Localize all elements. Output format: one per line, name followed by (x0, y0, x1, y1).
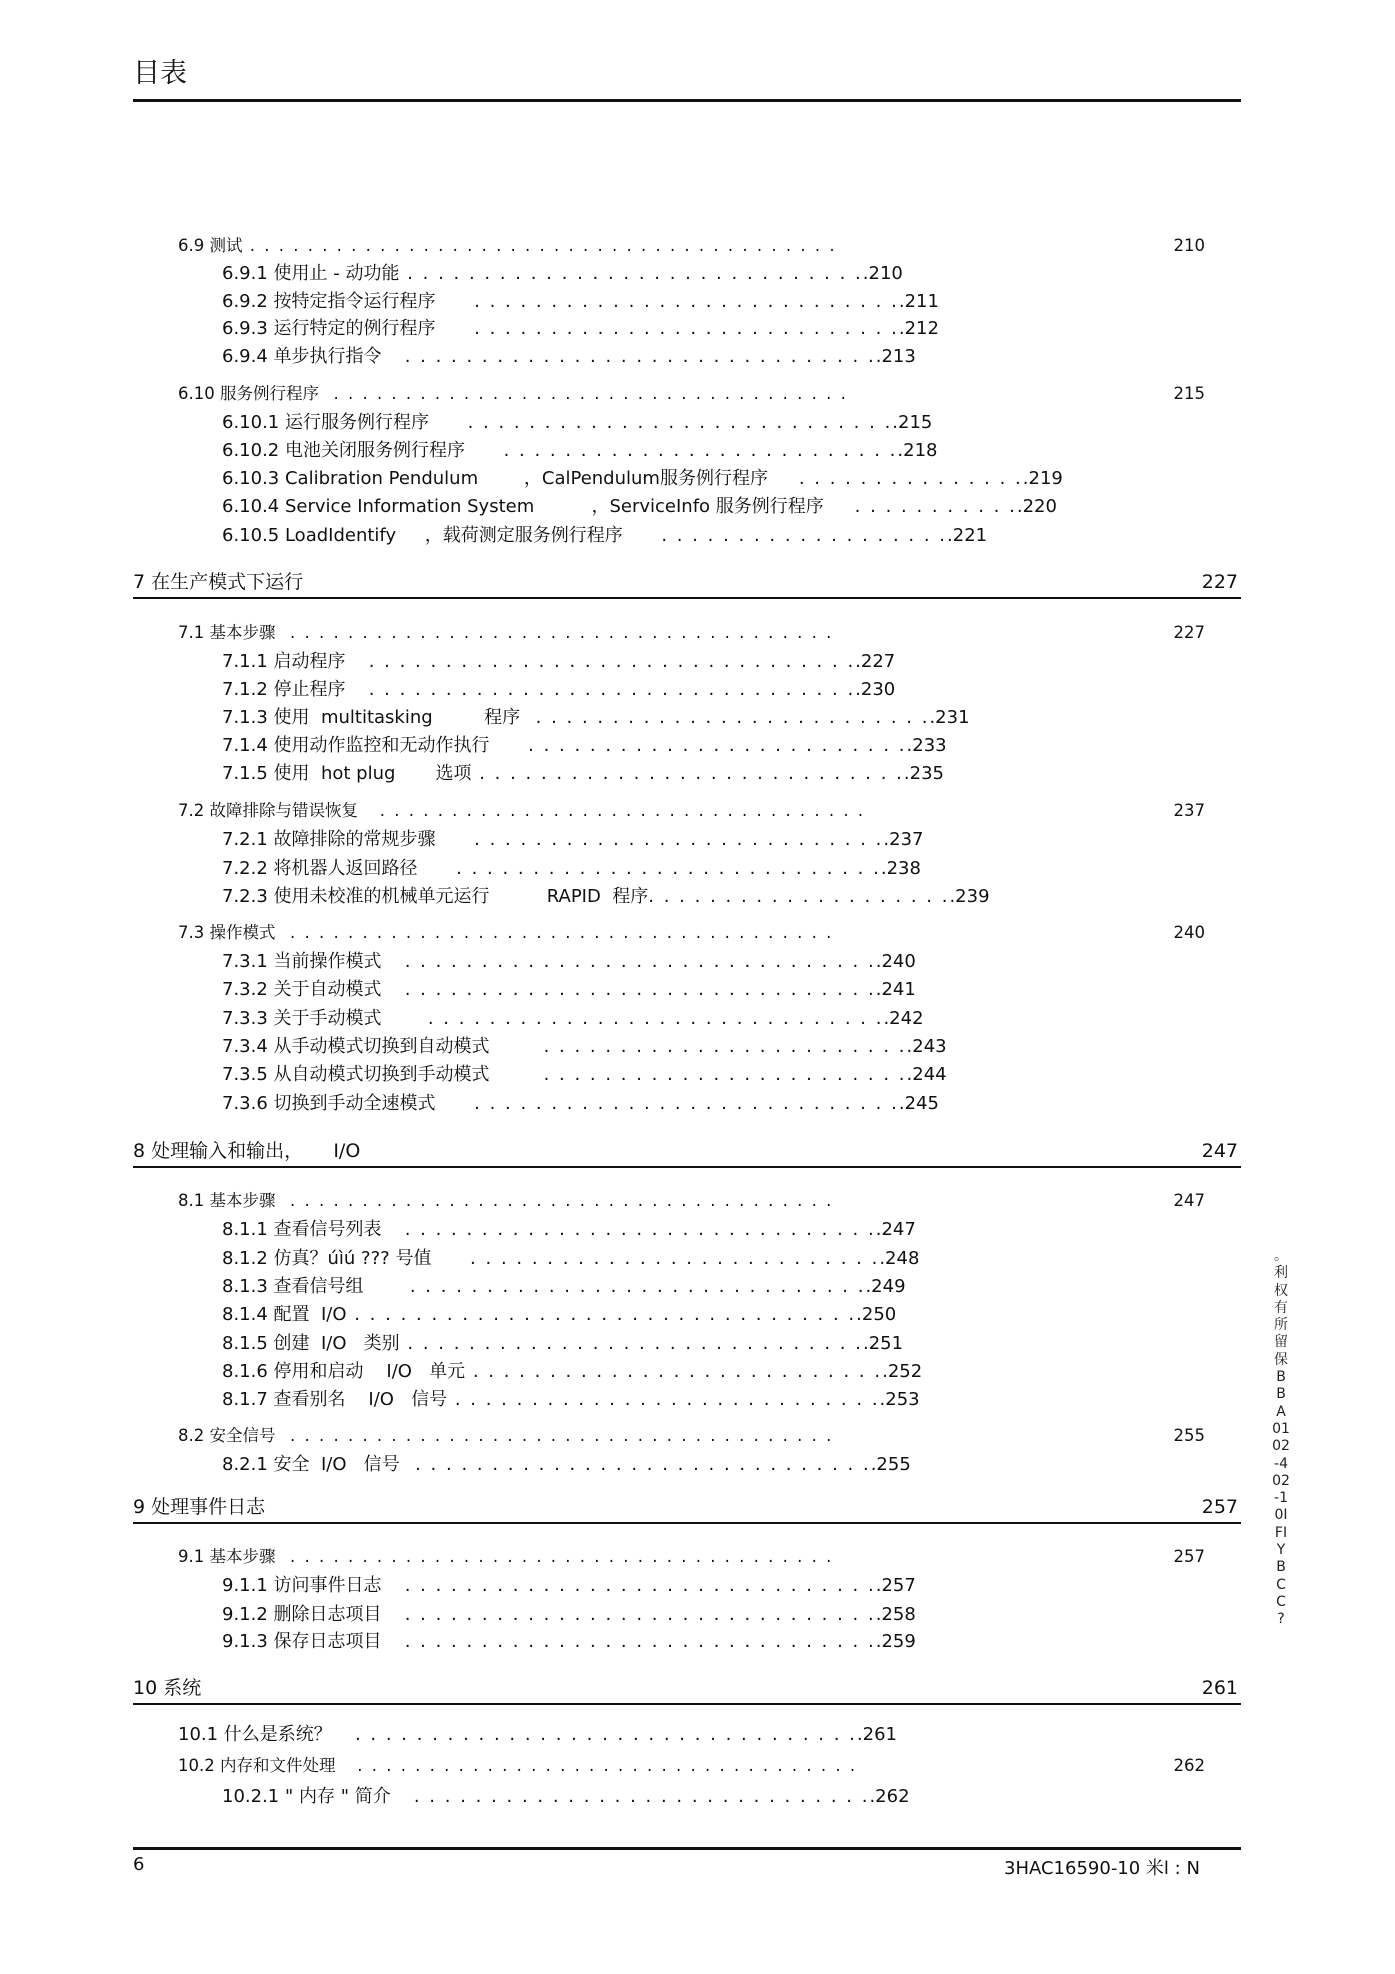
toc-entry[interactable] (222, 703, 970, 729)
toc-page-number: 227 (1173, 623, 1205, 642)
toc-label: 8.1.4 配置 I/O (222, 1304, 347, 1325)
toc-label: 7.3.2 关于自动模式 (222, 979, 382, 1000)
toc-entry[interactable] (222, 854, 921, 880)
toc-entry[interactable] (222, 825, 923, 851)
toc-entry[interactable] (222, 647, 895, 673)
toc-page-number: .238 (880, 858, 921, 879)
toc-section[interactable] (178, 380, 1205, 404)
toc-label: 6.10.1 运行服务例行程序 (222, 412, 429, 433)
toc-page-number: .259 (875, 1631, 916, 1652)
toc-label: 8.1.3 查看信号组 (222, 1276, 364, 1297)
toc-section[interactable] (178, 1752, 1205, 1776)
toc-page-number: .237 (883, 829, 924, 850)
page-title: 目表 (133, 58, 187, 89)
toc-leader-dots: . . . . . . . . . . . . . . . . . . . . . . . . . . . . . . (390, 1786, 870, 1807)
toc-leader-dots: . . . . . . . . . . . . . . . . . . . . . . . . . . . . (447, 1389, 880, 1410)
toc-leader-dots: . . . . . . . . . . . . . . . . . . . . . . . . . . . . . . (399, 263, 863, 284)
toc-page-number: .244 (906, 1064, 947, 1085)
toc-label: 6.10.5 LoadIdentify ，载荷测定服务例行程序 (222, 525, 623, 546)
toc-leader-dots: . . . . . . . . . . . . . . . . . . . . . . . . . . . . . . . (381, 951, 876, 972)
toc-label: 7.1.4 使用动作监控和无动作执行 (222, 735, 490, 756)
toc-label: 8.1.7 查看别名 I/O 信号 (222, 1389, 448, 1410)
toc-entry[interactable] (222, 1782, 910, 1808)
toc-entry[interactable] (222, 1300, 896, 1326)
toc-leader-dots: . . . . . . . . . . . . . . . . . . . . . . . . (489, 1036, 907, 1057)
toc-entry[interactable] (222, 1329, 903, 1355)
toc-label: 7.1.5 使用 hot plug 选项 (222, 763, 472, 784)
toc-page-number: .218 (897, 440, 938, 461)
footer-document-id: 3HAC16590-10 米l : N (1004, 1858, 1200, 1879)
toc-leader-dots: . . . . . . . . . . . . . . . . . . . . . . . . . . . (435, 829, 884, 850)
toc-label: 7.2.3 使用未校准的机械单元运行 RAPID 程序 (222, 886, 649, 907)
toc-section[interactable] (178, 797, 1205, 821)
toc-page-number: 227 (1201, 571, 1238, 593)
toc-label: 7.3 操作模式 (178, 923, 276, 942)
toc-page-number: .252 (882, 1361, 923, 1382)
toc-leader-dots: . . . . . . . . . . . . . . . . . . . . . . . . . . . . . . . . . . (358, 801, 866, 820)
toc-label: 7.2.1 故障排除的常规步骤 (222, 829, 436, 850)
toc-leader-dots: . . . . . . . . . . . . . . . . . . . . . . . . . . . . (471, 763, 904, 784)
toc-label: 9.1.1 访问事件日志 (222, 1575, 382, 1596)
toc-page-number: .257 (875, 1575, 916, 1596)
toc-entry[interactable] (222, 1089, 939, 1115)
toc-page-number: 240 (1173, 923, 1205, 942)
toc-page-number: .210 (862, 263, 903, 284)
toc-page-number: .211 (898, 291, 939, 312)
toc-leader-dots: . . . . . . . . . . . . . . . . . . . . . . . . . . . . . . . . . . . . (318, 384, 848, 403)
toc-page-number: .247 (875, 1219, 916, 1240)
toc-section[interactable] (178, 919, 1205, 943)
toc-label: 7 在生产模式下运行 (133, 571, 304, 593)
toc-leader-dots: . . . . . . . . . . . . . . . . . . . . . . . . . . . . . . (399, 1454, 871, 1475)
toc-section[interactable] (178, 1543, 1205, 1567)
toc-leader-dots: . . . . . . . . . . . . . . . . . . . . . . . . . . . . (435, 291, 899, 312)
toc-page-number: .240 (875, 951, 916, 972)
toc-entry[interactable] (222, 1215, 916, 1241)
toc-leader-dots: . . . . . . . . . . . . . . . . . . . . . . . . . . . . (417, 858, 881, 879)
toc-page-number: .261 (856, 1724, 897, 1745)
toc-page-number: 237 (1173, 801, 1205, 820)
toc-leader-dots: . . . . . . . . . . . . . . . (767, 468, 1023, 489)
toc-leader-dots: . . . . . . . . . . . . . . . . . . . (622, 525, 948, 546)
toc-entry[interactable] (222, 1571, 916, 1597)
toc-label: 7.3.3 关于手动模式 (222, 1008, 382, 1029)
toc-entry[interactable] (222, 731, 947, 757)
toc-label: 6.9.3 运行特定的例行程序 (222, 318, 436, 339)
toc-page-number: .241 (875, 979, 916, 1000)
toc-entry[interactable] (222, 1357, 922, 1383)
toc-entry[interactable] (178, 1720, 897, 1746)
toc-page-number: .219 (1022, 468, 1063, 489)
toc-label: 6.9 测试 (178, 236, 243, 255)
toc-entry[interactable] (222, 1627, 916, 1653)
toc-label: 8.2.1 安全 I/O 信号 (222, 1454, 400, 1475)
toc-label: 9.1 基本步骤 (178, 1547, 276, 1566)
footer-rule (133, 1847, 1241, 1850)
chapter-rule (133, 1703, 1241, 1705)
toc-section[interactable] (178, 619, 1205, 643)
toc-label: 8.2 安全信号 (178, 1426, 276, 1445)
toc-entry[interactable] (222, 464, 1063, 490)
chapter-rule (133, 597, 1241, 599)
toc-label: 8.1.5 创建 I/O 类别 (222, 1333, 400, 1354)
toc-label: 6.10.4 Service Information System ，ServiceInfo 服务例行程序 (222, 496, 824, 517)
toc-label: 6.10.2 电池关闭服务例行程序 (222, 440, 465, 461)
toc-page-number: 261 (1201, 1677, 1238, 1699)
toc-label: 7.1.2 停止程序 (222, 679, 346, 700)
toc-label: 8.1.2 仿真？úìú ??? 号值 (222, 1248, 432, 1269)
toc-section[interactable] (178, 1422, 1205, 1446)
toc-chapter[interactable] (133, 1136, 1238, 1163)
toc-leader-dots: . . . . . . . . . . . . . . . . . . . . (648, 886, 950, 907)
toc-label: 10.1 什么是系统？ (178, 1724, 332, 1745)
toc-leader-dots: . . . . . . . . . . . . . . . . . . . . . . . . . . . . . . . (381, 1631, 876, 1652)
toc-entry[interactable] (222, 1032, 947, 1058)
toc-page-number: .220 (1016, 496, 1057, 517)
toc-page-number: 247 (1173, 1191, 1205, 1210)
toc-page-number: .258 (875, 1604, 916, 1625)
toc-entry[interactable] (222, 1600, 916, 1626)
toc-page-number: .251 (862, 1333, 904, 1354)
toc-leader-dots: . . . . . . . . . . . . . . . . . . . . . . . . . . . . . . . . . (346, 1304, 857, 1325)
toc-leader-dots: . . . . . . . . . . . . . . . . . . . . . . . . (489, 1064, 907, 1085)
toc-leader-dots: . . . . . . . . . . . . . . . . . . . . . . . . . . . . (428, 412, 893, 433)
toc-label: 6.10.3 Calibration Pendulum ，CalPendulum服务例行程序 (222, 468, 768, 489)
toc-label: 8 处理输入和输出， I/O (133, 1140, 361, 1162)
toc-leader-dots: . . . . . . . . . . . . . . . . . . . . . . . . . . . . . . . . (345, 679, 856, 700)
toc-page-number: .221 (947, 525, 988, 546)
toc-leader-dots: . . . . . . . . . . . . . . . . . . . . . . . . . . . . . . . (381, 346, 876, 367)
toc-page-number: .230 (855, 679, 896, 700)
chapter-rule (133, 1166, 1241, 1168)
toc-leader-dots: . . . . . . . . . . . . . . . . . . . . . . . . . . . . . . (363, 1276, 866, 1297)
toc-label: 7.1.1 启动程序 (222, 651, 346, 672)
toc-chapter[interactable] (133, 1673, 1238, 1700)
toc-page-number: .255 (870, 1454, 911, 1475)
toc-page-number: .212 (898, 318, 939, 339)
toc-leader-dots: . . . . . . . . . . . . . . . . . . . . . . . . . . . . . . . . . . . . . . (275, 623, 834, 642)
toc-label: 9.1.3 保存日志项目 (222, 1631, 382, 1652)
toc-page-number: 257 (1173, 1547, 1205, 1566)
toc-leader-dots: . . . . . . . . . . . . . . . . . . . . . . . . . . . . (435, 1093, 899, 1114)
toc-leader-dots: . . . . . . . . . . . . . . . . . . . . . . . . . . . . . . . . . . . . . . . . . (242, 236, 837, 255)
toc-label: 9 处理事件日志 (133, 1496, 266, 1518)
toc-page-number: .215 (892, 412, 933, 433)
toc-leader-dots: . . . . . . . . . . . . . . . . . . . . . . . . . . . (465, 1361, 883, 1382)
toc-page-number: 210 (1173, 236, 1205, 255)
toc-entry[interactable] (222, 1004, 924, 1030)
toc-entry[interactable] (222, 408, 932, 434)
toc-label: 10 系统 (133, 1677, 202, 1699)
toc-label: 10.2 内存和文件处理 (178, 1756, 336, 1775)
toc-leader-dots: . . . . . . . . . . . . . . . . . . . . . . . . . . . . . . . . . . . . . . (275, 923, 834, 942)
toc-label: 8.1.1 查看信号列表 (222, 1219, 382, 1240)
toc-page-number: 247 (1201, 1140, 1238, 1162)
toc-entry[interactable] (222, 759, 944, 785)
toc-label: 7.3.1 当前操作模式 (222, 951, 382, 972)
toc-leader-dots: . . . . . . . . . . . . . . . . . . . . . . . . . . . . . . . . . . . (335, 1756, 858, 1775)
toc-label: 7.3.4 从手动模式切换到自动模式 (222, 1036, 490, 1057)
toc-label: 7.1.3 使用 multitasking 程序 (222, 707, 521, 728)
toc-leader-dots: . . . . . . . . . . . . . . . . . . . . . . . . . . . . . . . . . (331, 1724, 857, 1745)
toc-page-number: .248 (879, 1248, 920, 1269)
toc-entry[interactable] (222, 342, 916, 368)
toc-page-number: .231 (929, 707, 970, 728)
toc-section[interactable] (178, 1187, 1205, 1211)
toc-label: 6.10 服务例行程序 (178, 384, 319, 403)
toc-page-number: .242 (883, 1008, 924, 1029)
toc-chapter[interactable] (133, 567, 1238, 594)
toc-page-number: .245 (898, 1093, 939, 1114)
toc-entry[interactable] (222, 1385, 920, 1411)
toc-leader-dots: . . . . . . . . . . . . . . . . . . . . . . . . . . . . (435, 318, 899, 339)
toc-label: 8.1.6 停用和启动 I/O 单元 (222, 1361, 466, 1382)
toc-entry[interactable] (222, 1272, 906, 1298)
toc-label: 7.3.6 切换到手动全速模式 (222, 1093, 436, 1114)
toc-leader-dots: . . . . . . . . . . . . . . . . . . . . . . . . . . . . . . . . (345, 651, 856, 672)
toc-entry[interactable] (222, 947, 916, 973)
toc-label: 7.3.5 从自动模式切换到手动模式 (222, 1064, 490, 1085)
toc-leader-dots: . . . . . . . . . . . . . . . . . . . . . . . . . . . . . . . . . . . . . . (275, 1547, 834, 1566)
toc-page-number: .235 (903, 763, 944, 784)
toc-label: 7.1 基本步骤 (178, 623, 276, 642)
toc-leader-dots: . . . . . . . . . . . . . . . . . . . . . . . . . . . . . . . (381, 1219, 876, 1240)
toc-entry[interactable] (222, 675, 895, 701)
toc-entry[interactable] (222, 492, 1057, 518)
toc-entry[interactable] (222, 1060, 947, 1086)
toc-leader-dots: . . . . . . . . . . . . . . . . . . . . . . . . . . . . . . . (381, 1575, 876, 1596)
footer-page-number: 6 (133, 1854, 145, 1875)
toc-leader-dots: . . . . . . . . . . . . . . . . . . . . . . . . . . (520, 707, 930, 728)
toc-leader-dots: . . . . . . . . . . . . . . . . . . . . . . . . . . . (431, 1248, 880, 1269)
toc-page-number: .249 (865, 1276, 906, 1297)
toc-leader-dots: . . . . . . . . . . . . . . . . . . . . . . . . . . . . . . . (381, 1604, 876, 1625)
toc-label: 9.1.2 删除日志项目 (222, 1604, 382, 1625)
toc-page-number: 215 (1173, 384, 1205, 403)
toc-leader-dots: . . . . . . . . . . . . . . . . . . . . . . . . . . . . . . . . . . . . . . (275, 1426, 834, 1445)
toc-entry[interactable] (222, 314, 939, 340)
chapter-rule (133, 1522, 1241, 1524)
toc-page-number: 255 (1173, 1426, 1205, 1445)
toc-leader-dots: . . . . . . . . . . . . . . . . . . . . . . . . . . . . . . . (381, 979, 876, 1000)
toc-label: 6.9.1 使用止 - 动功能 (222, 263, 400, 284)
toc-page-number: .239 (949, 886, 990, 907)
toc-entry[interactable] (222, 1450, 911, 1476)
toc-leader-dots: . . . . . . . . . . . . . . . . . . . . . . . . . . . . . . (381, 1008, 884, 1029)
toc-page-number: .250 (856, 1304, 897, 1325)
toc-leader-dots: . . . . . . . . . . . . . . . . . . . . . . . . . (489, 735, 907, 756)
toc-page-number: 257 (1201, 1496, 1238, 1518)
toc-entry[interactable] (222, 259, 903, 285)
toc-entry[interactable] (222, 975, 916, 1001)
toc-leader-dots: . . . . . . . . . . . . . . . . . . . . . . . . . . (464, 440, 898, 461)
toc-label: 10.2.1 " 内存 " 简介 (222, 1786, 391, 1807)
toc-page-number: .233 (906, 735, 947, 756)
side-copyright-mark: 。利权有所留保 BBA 0102 -402 -10IFIYBCC ? (1272, 1248, 1295, 1628)
toc-label: 6.9.2 按特定指令运行程序 (222, 291, 436, 312)
toc-page-number: 262 (1173, 1756, 1205, 1775)
toc-entry[interactable] (222, 521, 987, 547)
toc-page-number: .213 (875, 346, 916, 367)
toc-section[interactable] (178, 232, 1205, 256)
toc-leader-dots: . . . . . . . . . . . . . . . . . . . . . . . . . . . . . . (399, 1333, 863, 1354)
toc-page-number: .243 (906, 1036, 947, 1057)
toc-entry[interactable] (222, 1244, 919, 1270)
toc-entry[interactable] (222, 436, 937, 462)
toc-label: 7.2 故障排除与错误恢复 (178, 801, 358, 820)
toc-page-number: .262 (869, 1786, 910, 1807)
toc-page-number: .227 (855, 651, 896, 672)
toc-label: 7.2.2 将机器人返回路径 (222, 858, 418, 879)
toc-leader-dots: . . . . . . . . . . . . . . . . . . . . . . . . . . . . . . . . . . . . . . (275, 1191, 834, 1210)
toc-entry[interactable] (222, 287, 939, 313)
toc-chapter[interactable] (133, 1492, 1238, 1519)
toc-label: 6.9.4 单步执行指令 (222, 346, 382, 367)
toc-leader-dots: . . . . . . . . . . . (823, 496, 1017, 517)
toc-entry[interactable] (222, 882, 990, 908)
toc-label: 8.1 基本步骤 (178, 1191, 276, 1210)
toc-page-number: .253 (879, 1389, 920, 1410)
